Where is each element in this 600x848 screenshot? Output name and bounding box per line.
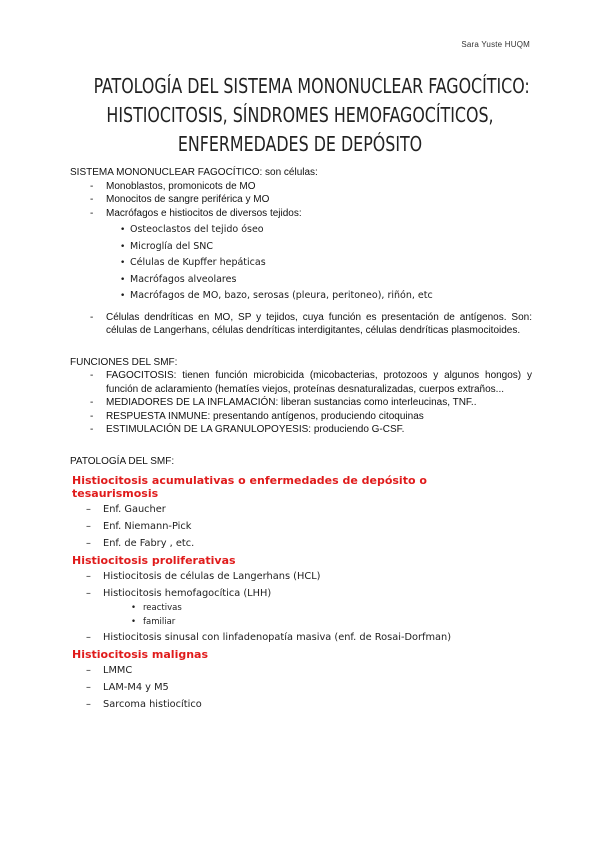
list-item: – LAM-M4 y M5 bbox=[86, 679, 532, 696]
list-item: – Histiocitosis hemofagocítica (LHH) • reactivas • familiar bbox=[86, 585, 532, 629]
title-line-2: HISTIOCITOSIS, SÍNDROMES HEMOFAGOCÍTICOS, bbox=[106, 103, 494, 127]
list-item: - FAGOCITOSIS: tienen función microbicida (micobacterias, protozoos y algunos hongos) y función de aclaramiento (hematíes viejos, proteínas desnaturalizadas, cuerpos extraños... bbox=[90, 369, 532, 396]
list-item: - MEDIADORES DE LA INFLAMACIÓN: liberan sustancias como interleucinas, TNF.. bbox=[90, 396, 532, 410]
list-item: – LMMC bbox=[86, 662, 532, 679]
author-header: Sara Yuste HUQM bbox=[461, 40, 530, 49]
list-item: - ESTIMULACIÓN DE LA GRANULOPOYESIS: produciendo G-CSF. bbox=[90, 423, 532, 437]
list-item: • Macrófagos de MO, bazo, serosas (pleura, peritoneo), riñón, etc bbox=[120, 288, 532, 305]
list-item: • familiar bbox=[131, 616, 532, 630]
list-item bbox=[90, 207, 532, 305]
functions-list bbox=[70, 369, 532, 437]
list-item: - Células dendríticas en MO, SP y tejidos, cuya función es presentación de antígenos. Son: células de Langerhans, células dendríticas interdigitantes, células dendríticas plasmocitoides. bbox=[90, 311, 532, 338]
proliferative-list bbox=[70, 568, 532, 646]
list-item: • Macrófagos alveolares bbox=[120, 272, 532, 289]
list-item: – Enf. de Fabry , etc. bbox=[86, 535, 532, 552]
list-item: • Microglía del SNC bbox=[120, 239, 532, 256]
functions-heading: FUNCIONES DEL SMF: bbox=[70, 356, 178, 368]
title-line-3: ENFERMEDADES DE DEPÓSITO bbox=[177, 132, 423, 156]
list-item: – Enf. Gaucher bbox=[86, 501, 532, 518]
hemophagocytic-sublist bbox=[103, 602, 532, 629]
list-item: – Sarcoma histiocítico bbox=[86, 696, 532, 713]
title-line-1: PATOLOGÍA DEL SISTEMA MONONUCLEAR FAGOCÍTICO: bbox=[93, 74, 530, 98]
list-item: – Histiocitosis sinusal con linfadenopatía masiva (enf. de Rosai-Dorfman) bbox=[86, 629, 532, 646]
malignant-heading: Histiocitosis malignas bbox=[72, 648, 209, 661]
proliferative-heading: Histiocitosis proliferativas bbox=[72, 554, 236, 567]
list-item: – Histiocitosis de células de Langerhans (HCL) bbox=[86, 568, 532, 585]
list-item: - Monoblastos, promonicots de MO bbox=[90, 180, 532, 194]
list-item: - Monocitos de sangre periférica y MO bbox=[90, 193, 532, 207]
list-item: - RESPUESTA INMUNE: presentando antígenos, produciendo citoquinas bbox=[90, 410, 532, 424]
document-body bbox=[70, 166, 532, 715]
macrophages-label: Macrófagos e histiocitos de diversos tejidos: bbox=[106, 207, 302, 219]
smf-list bbox=[70, 180, 532, 338]
list-item: • reactivas bbox=[131, 602, 532, 616]
accumulative-heading: Histiocitosis acumulativas o enfermedades de depósito o tesaurismosis bbox=[72, 474, 427, 500]
list-item: – Enf. Niemann-Pick bbox=[86, 518, 532, 535]
pathology-heading: PATOLOGÍA DEL SMF: bbox=[70, 455, 175, 467]
malignant-list bbox=[70, 662, 532, 713]
list-item: • Osteoclastos del tejido óseo bbox=[120, 222, 532, 239]
macrophage-list bbox=[106, 222, 532, 305]
smf-heading: SISTEMA MONONUCLEAR FAGOCÍTICO: son células: bbox=[70, 167, 318, 178]
accumulative-list bbox=[70, 501, 532, 552]
page-title bbox=[93, 72, 530, 159]
list-item: • Células de Kupffer hepáticas bbox=[120, 255, 532, 272]
